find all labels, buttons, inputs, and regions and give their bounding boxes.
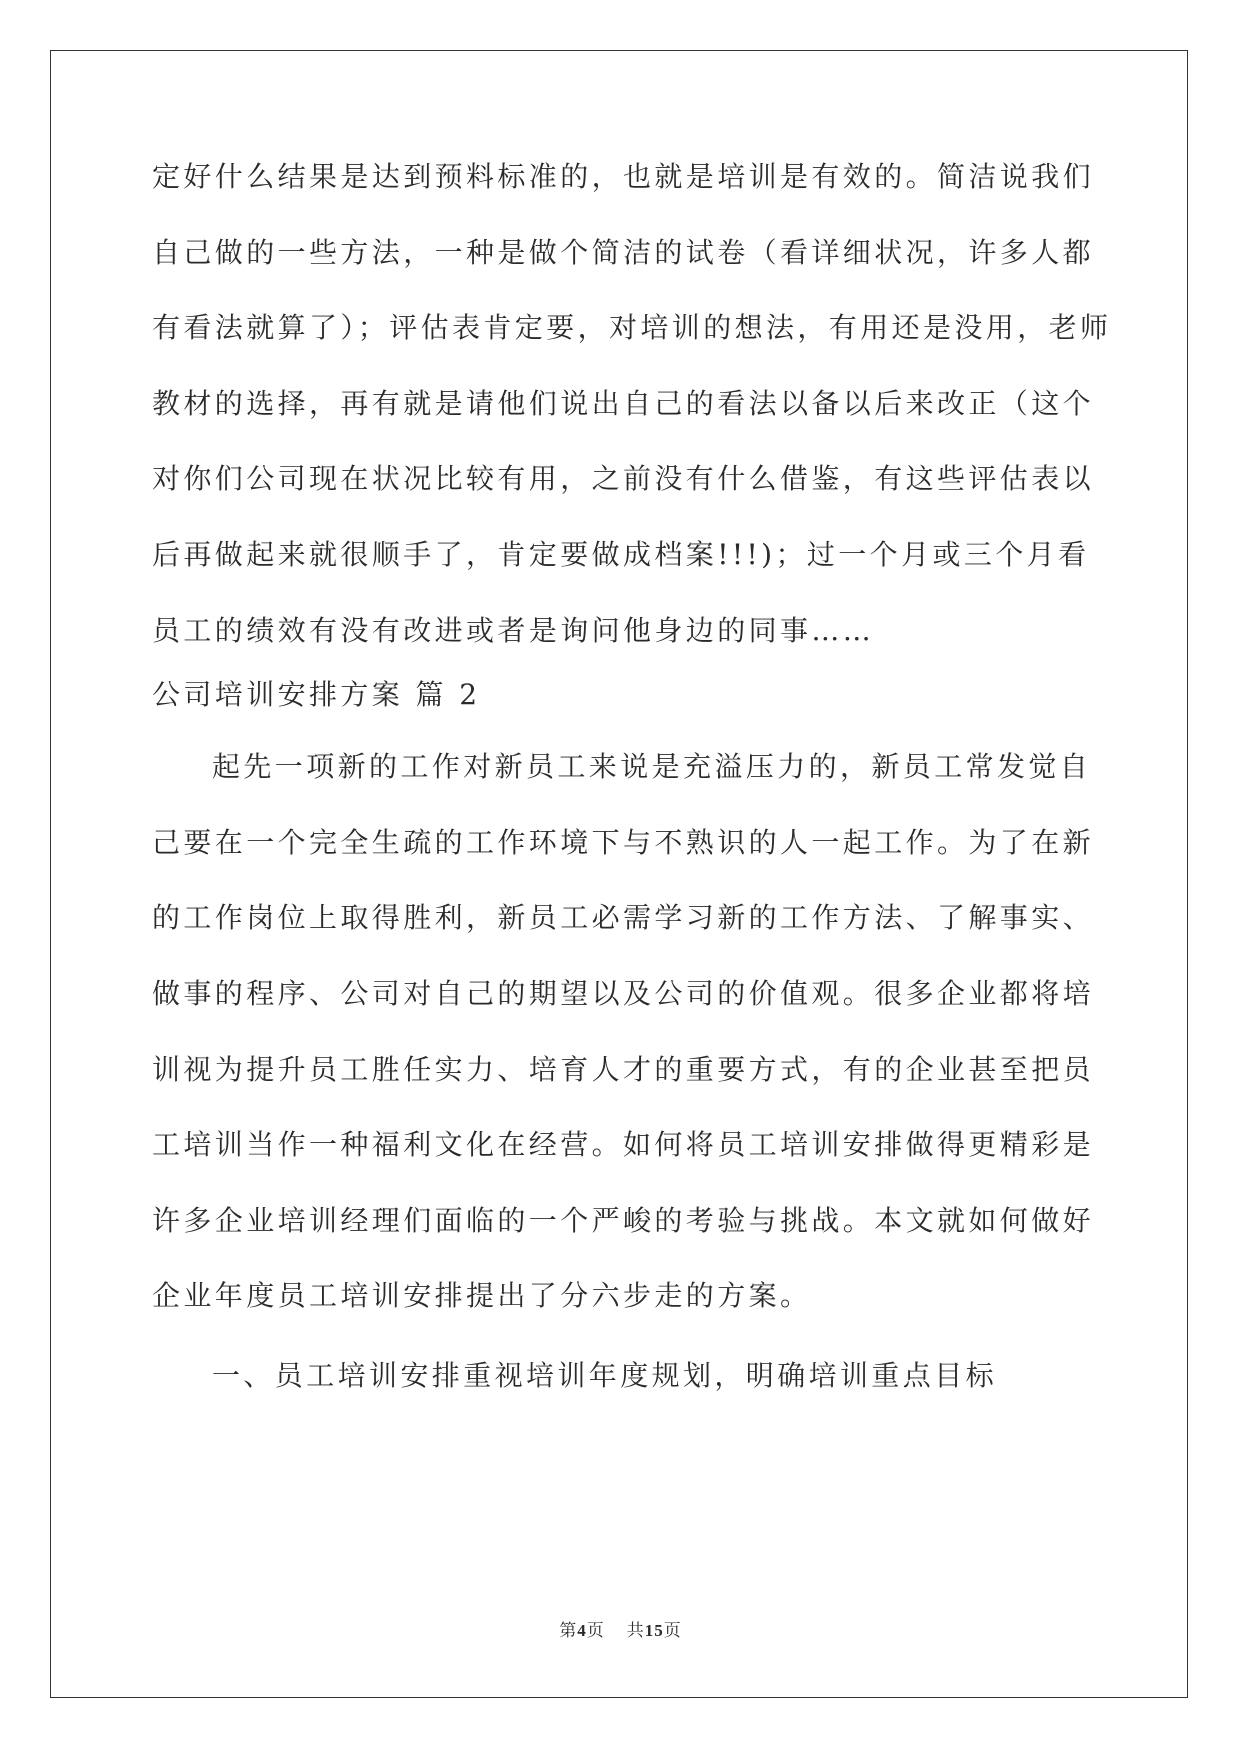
paragraph-line: 起先一项新的工作对新员工来说是充溢压力的，新员工常发觉自 — [212, 750, 1092, 783]
text-line: 对你们公司现在状况比较有用，之前没有什么借鉴，有这些评估表以 — [152, 462, 1095, 495]
page-footer — [0, 1616, 1241, 1641]
footer-prefix: 第 — [559, 1621, 578, 1640]
text-line: 后再做起来就很顺手了，肯定要做成档案!!!)；过一个月或三个月看 — [152, 538, 1090, 571]
section-title: 公司培训安排方案 篇 2 — [152, 678, 481, 711]
current-page-number: 4 — [577, 1621, 587, 1640]
text-line: 教材的选择，再有就是请他们说出自己的看法以备以后来改正（这个 — [152, 387, 1095, 420]
text-line: 定好什么结果是达到预料标准的，也就是培训是有效的。简洁说我们 — [152, 160, 1095, 193]
paragraph-line: 工培训当作一种福利文化在经营。如何将员工培训安排做得更精彩是 — [152, 1128, 1095, 1161]
total-pages-number: 15 — [644, 1621, 664, 1640]
footer-page-word: 页 — [586, 1621, 605, 1640]
text-line: 自己做的一些方法，一种是做个简洁的试卷（看详细状况，许多人都 — [152, 236, 1095, 269]
footer-total-suffix: 页 — [663, 1621, 682, 1640]
text-line: 有看法就算了）；评估表肯定要，对培训的想法，有用还是没用，老师 — [152, 311, 1112, 344]
section-heading: 一、员工培训安排重视培训年度规划，明确培训重点目标 — [212, 1359, 998, 1392]
footer-total-prefix: 共 — [626, 1621, 645, 1640]
page-border — [50, 50, 1188, 1698]
paragraph-line: 做事的程序、公司对自己的期望以及公司的价值观。很多企业都将培 — [152, 977, 1095, 1010]
paragraph-line: 企业年度员工培训安排提出了分六步走的方案。 — [152, 1279, 812, 1312]
paragraph-line: 训视为提升员工胜任实力、培育人才的重要方式，有的企业甚至把员 — [152, 1053, 1095, 1086]
text-line: 员工的绩效有没有改进或者是询问他身边的同事…… — [152, 614, 875, 647]
paragraph-line: 的工作岗位上取得胜利，新员工必需学习新的工作方法、了解事实、 — [152, 901, 1095, 934]
paragraph-line: 己要在一个完全生疏的工作环境下与不熟识的人一起工作。为了在新 — [152, 826, 1095, 859]
paragraph-line: 许多企业培训经理们面临的一个严峻的考验与挑战。本文就如何做好 — [152, 1204, 1095, 1237]
